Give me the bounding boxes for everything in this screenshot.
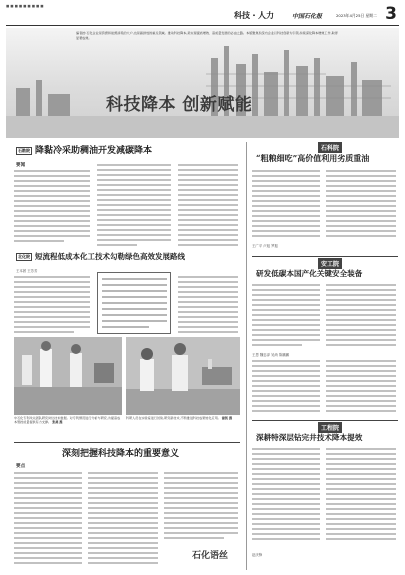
tag-2: 北化院 — [18, 254, 30, 259]
refinery-illustration — [6, 28, 399, 138]
tag-5: 工程院 — [318, 422, 342, 433]
feature-title: 科技降本 创新赋能 — [106, 95, 253, 115]
issue-date: 2023年4月25日 星期二 — [336, 13, 377, 18]
section-title: 科技・人力 — [234, 11, 274, 20]
article-4-col-2 — [326, 282, 398, 348]
page-number: 3 — [385, 4, 397, 24]
headline-6: 深刻把握科技降本的重要意义 — [62, 449, 180, 459]
kicker-6: 要点 — [16, 464, 26, 469]
page-header — [6, 2, 399, 26]
divider — [14, 442, 240, 443]
header-meta: ■ ■ ■ ■ ■ ■ ■ ■ ■ — [6, 4, 44, 8]
article-6-col-3 — [164, 470, 240, 542]
divider — [252, 420, 398, 421]
article-2-col-3 — [178, 274, 240, 334]
headline-4: 研发低碳本国产化关键安全装备 — [256, 269, 363, 278]
byline-3: 王广平 卢旭 罗振 — [252, 244, 278, 248]
tag-3: 石科院 — [318, 142, 342, 153]
byline-4: 王思 魏忠泽 吴尚 陈鹏鹏 — [252, 353, 290, 357]
article-3-col-2 — [326, 168, 398, 240]
article-2-col-1 — [14, 274, 92, 334]
article-4-col-3 — [252, 358, 398, 414]
tag-4: 安工院 — [318, 258, 342, 269]
article-1-col-3 — [178, 162, 240, 248]
photo-lab-left — [14, 337, 122, 415]
headline-5: 深耕特深层钻完井技术降本提效 — [256, 433, 363, 442]
article-1-col-1 — [14, 168, 92, 248]
tag-1: 石勘院 — [18, 147, 30, 153]
article-6-col-1 — [14, 470, 84, 570]
article-3-col-1 — [252, 168, 322, 240]
photo-right-caption: 科研人员在实验室进行试验,研究新技术,不断推进科技成果转化应用。 谢凯 摄 — [126, 416, 233, 420]
headline-1: 石勘院 降黏冷采助稠油开发减碳降本 — [18, 146, 153, 156]
headline-3: “粗粮细吃”高价值利用劣质重油 — [256, 153, 370, 163]
byline-2: 王本固 王芳芳 — [16, 269, 38, 273]
byline-5: 赵庆锋 — [252, 553, 263, 557]
photo-lab-right — [126, 337, 240, 415]
article-5-col-1 — [252, 446, 322, 546]
article-1-col-2 — [97, 162, 173, 248]
divider — [252, 256, 398, 257]
quote-box — [97, 272, 171, 334]
article-5-col-2 — [326, 446, 398, 546]
article-4-col-1 — [252, 282, 322, 348]
editor-note: 编者按:石化企业是资源和能源消耗的大户,也是碳排放的重点领域。推动科技降本,是实现提质增效、高质量发展的必由之路。本版聚焦系统内企业以科技创新为引领,持续深化降本增效工作,取得显著成效。 — [76, 31, 338, 40]
hero-banner — [6, 28, 399, 138]
photo-left-caption: 中石化专利攻关团队研究岗位技术数据。对专利情况进行分析与研究,为提高成本管控质量提供有力支撑。 张燕 摄 — [14, 416, 121, 425]
masthead: 中国石化报 — [292, 13, 323, 20]
kicker-1: 要闻 — [16, 163, 26, 168]
headline-2: 北化院 短流程低成本化工技术勾勒绿色高效发展路线 — [18, 252, 185, 261]
article-6-col-2 — [88, 470, 160, 570]
corner-logo: 石化语丝 — [192, 551, 229, 561]
column-separator — [246, 142, 247, 570]
